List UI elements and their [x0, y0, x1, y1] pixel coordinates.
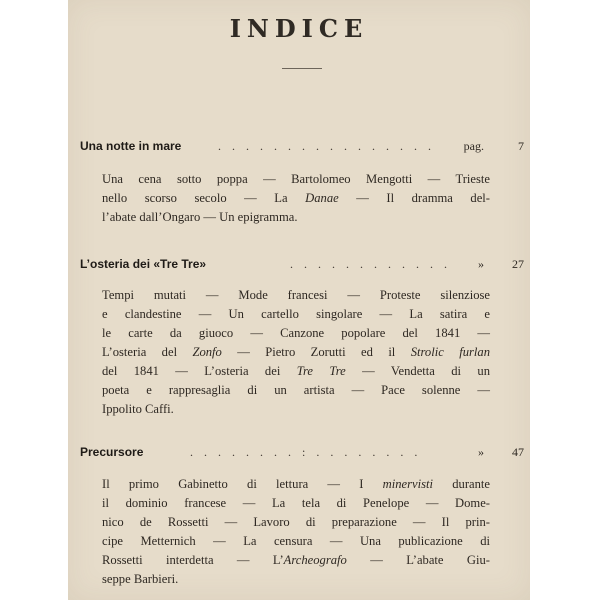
dot-leader: . . . . . . . . : . . . . . . . . — [190, 445, 422, 459]
summary-text: l’abate dall’Ongaro — Un epigramma. — [102, 210, 298, 224]
summary-line — [102, 208, 490, 227]
toc-entry-summary — [102, 170, 490, 227]
italic-title: minervisti — [382, 477, 434, 491]
summary-text: L’osteria del — [102, 345, 193, 359]
summary-line — [102, 286, 490, 305]
summary-text: Una cena sotto poppa — Bartolomeo Mengotti — Trieste — [102, 172, 490, 186]
summary-line — [102, 513, 490, 532]
summary-text: seppe Barbieri. — [102, 572, 179, 586]
toc-entry-title: L’osteria dei «Tre Tre» — [80, 257, 207, 271]
page-number: 7 — [518, 139, 524, 153]
summary-line — [102, 475, 490, 494]
summary-line — [102, 324, 490, 343]
summary-text: — Vendetta di un — [345, 364, 490, 378]
summary-text: nico de Rossetti — Lavoro di preparazione — Il prin- — [102, 515, 490, 529]
summary-text: — Pietro Zorutti ed il — [221, 345, 411, 359]
page-reference — [464, 136, 524, 156]
page-marker: pag. — [463, 139, 484, 153]
toc-entry-summary — [102, 475, 490, 589]
summary-line — [102, 381, 490, 400]
summary-text: e clandestine — Un cartello singolare — La satira e — [102, 307, 490, 321]
summary-text: Il primo Gabinetto di lettura — I — [102, 477, 383, 491]
summary-text: del 1841 — L’osteria dei — [102, 364, 297, 378]
book-page — [68, 0, 530, 600]
summary-line — [102, 170, 490, 189]
toc-entry-title: Precursore — [80, 445, 144, 459]
toc-entry-2 — [80, 254, 524, 274]
toc-entry-title: Una notte in mare — [80, 139, 182, 153]
toc-entry-1 — [80, 136, 524, 156]
summary-line — [102, 532, 490, 551]
summary-line — [102, 400, 490, 419]
summary-text: il dominio francese — La tela di Penelope — Dome- — [102, 496, 490, 510]
summary-line — [102, 362, 490, 381]
page-title: INDICE — [229, 14, 369, 43]
summary-text: — L’abate Giu- — [346, 553, 490, 567]
italic-title: Strolic furlan — [410, 345, 490, 359]
summary-line — [102, 494, 490, 513]
summary-line — [102, 305, 490, 324]
page-reference — [478, 254, 524, 274]
summary-line — [102, 343, 490, 362]
summary-text: — Il dramma del- — [338, 191, 490, 205]
summary-line — [102, 189, 490, 208]
summary-text: nello scorso secolo — La — [102, 191, 306, 205]
title-rule — [282, 68, 322, 69]
page-marker: » — [478, 445, 484, 459]
toc-entry-summary — [102, 286, 490, 419]
summary-line — [102, 551, 490, 570]
dot-leader: . . . . . . . . . . . . — [290, 257, 451, 271]
page-number: 27 — [512, 257, 524, 271]
summary-text: cipe Metternich — La censura — Una publicazione di — [102, 534, 490, 548]
italic-title: Danae — [305, 191, 339, 205]
summary-text: durante — [433, 477, 490, 491]
dot-leader: . . . . . . . . . . . . . . . . — [218, 139, 435, 153]
summary-text: Ippolito Caffi. — [102, 402, 174, 416]
page-marker: » — [478, 257, 484, 271]
page-reference — [478, 442, 524, 462]
summary-text: Tempi mutati — Mode francesi — Proteste silenziose — [102, 288, 490, 302]
italic-title: Tre Tre — [296, 364, 346, 378]
page-number: 47 — [512, 445, 524, 459]
italic-title: Zonfo — [192, 345, 222, 359]
summary-text: le carte da giuoco — Canzone popolare del 1841 — — [102, 326, 490, 340]
summary-line — [102, 570, 490, 589]
summary-text: Rossetti interdetta — L’ — [102, 553, 284, 567]
italic-title: Archeografo — [283, 553, 347, 567]
toc-entry-3 — [80, 442, 524, 462]
summary-text: poeta e rappresaglia di un artista — Pace solenne — — [102, 383, 490, 397]
